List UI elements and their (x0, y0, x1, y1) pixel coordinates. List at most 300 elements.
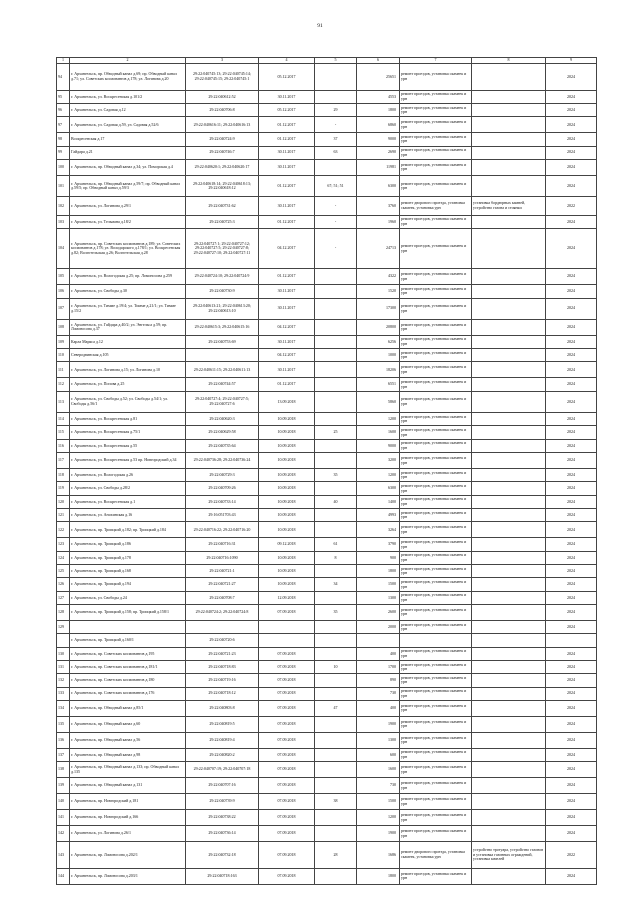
work-type-cell (400, 634, 472, 647)
year-cell: 2024 (546, 319, 597, 335)
work-type-cell: ремонт проездов, установка скамеек и урн (400, 605, 472, 621)
address-cell: г. Архангельск, пр. Советских космонавтов д.176 (70, 687, 186, 700)
date-cell (259, 620, 315, 633)
residents-cell: 25 (315, 426, 357, 439)
year-cell: 2024 (546, 578, 597, 591)
year-cell: 2024 (546, 482, 597, 495)
additional-work-cell (472, 469, 546, 482)
address-cell: г. Архангельск, пр. Обводный канал д.69; пр. Обводный канал д.71; ул. Советских космонавтов д.178; ул. Логинова д.20 (70, 64, 186, 91)
date-cell: 10.09.2018 (259, 551, 315, 564)
additional-work-cell (472, 660, 546, 673)
row-number: 96 (57, 103, 70, 116)
additional-work-cell (472, 716, 546, 732)
work-type-cell: ремонт проездов, установка скамеек и урн (400, 426, 472, 439)
additional-work-cell (472, 634, 546, 647)
page-number: 91 (317, 23, 323, 29)
residents-cell: - (315, 229, 357, 269)
year-cell: 2024 (546, 551, 597, 564)
address-cell: г. Архангельск, ул. Свободы д.24 (70, 591, 186, 604)
additional-work-cell (472, 482, 546, 495)
area-cell: 3264 (357, 522, 400, 538)
residents-cell (315, 732, 357, 748)
work-type-cell: ремонт проездов, установка скамеек и урн (400, 495, 472, 508)
additional-work-cell (472, 229, 546, 269)
work-type-cell: ремонт проездов, установка скамеек и урн (400, 133, 472, 146)
area-cell: 3760 (357, 197, 400, 216)
cadastral-number-cell: 29:22:040725:3 (186, 215, 259, 228)
address-cell: г. Архангельск, ул. Попова д.25 (70, 378, 186, 391)
row-number: 107 (57, 298, 70, 319)
date-cell: 07.09.2018 (259, 778, 315, 794)
year-cell: 2024 (546, 64, 597, 91)
year-cell: 2024 (546, 298, 597, 319)
address-cell: г. Архангельск, пр. Ломоносова д.202/1 (70, 842, 186, 869)
residents-cell (315, 378, 357, 391)
date-cell: 30.11.2017 (259, 362, 315, 378)
area-cell: 18206 (357, 362, 400, 378)
work-type-cell: ремонт проездов, установка скамеек и урн (400, 298, 472, 319)
address-cell: г. Архангельск, пр. Обводный канал д.34; ул. Поморская д.4 (70, 159, 186, 175)
address-cell: г. Архангельск, ул. Садовая д.59, ул. Садовая д.52/6 (70, 117, 186, 133)
work-type-cell: ремонт проездов, установка скамеек и урн (400, 378, 472, 391)
cadastral-number-cell: 29:22:040727:4; 29:22:040727:5; 29:22:040727:6 (186, 391, 259, 412)
work-type-cell: ремонт проездов, установка скамеек и урн (400, 716, 472, 732)
work-type-cell: ремонт проездов, установка скамеек и урн (400, 660, 472, 673)
column-number-4: 4 (259, 58, 315, 64)
work-type-cell: ремонт проездов, установка скамеек и урн (400, 810, 472, 826)
column-number-8: 8 (472, 58, 546, 64)
cadastral-number-cell: 29:22:040724:9 (186, 133, 259, 146)
cadastral-number-cell: 29:22:040746:7 (186, 146, 259, 159)
residents-cell: 35 (315, 605, 357, 621)
cadastral-number-cell: 29:22:040706:8 (186, 103, 259, 116)
table-row (57, 538, 597, 551)
area-cell: 730 (357, 778, 400, 794)
row-number: 110 (57, 349, 70, 362)
area-cell: 1300 (357, 591, 400, 604)
additional-work-cell (472, 90, 546, 103)
table-row (57, 117, 597, 133)
area-cell: 1400 (357, 495, 400, 508)
date-cell: 07.09.2018 (259, 826, 315, 842)
area-cell: 4993 (357, 509, 400, 522)
area-cell: 4322 (357, 269, 400, 285)
row-number: 132 (57, 674, 70, 687)
address-cell: г. Архангельск, пр. Обводный канал д.133; пр. Обводный канал д.135 (70, 762, 186, 778)
table-row (57, 868, 597, 884)
table-row (57, 810, 597, 826)
work-type-cell: ремонт проездов, установка скамеек и урн (400, 748, 472, 761)
row-number: 128 (57, 605, 70, 621)
area-cell: 400 (357, 647, 400, 660)
address-cell: г. Архангельск, ул. Вологодская д.26 (70, 469, 186, 482)
address-cell: г. Архангельск, ул. Тимме д.19/4; ул. Тимме д.21/1; ул. Тимме д.15/2 (70, 298, 186, 319)
address-cell: г. Архангельск, ул. Воскресенская д.81 (70, 413, 186, 426)
year-cell: 2024 (546, 413, 597, 426)
date-cell: 10.09.2018 (259, 509, 315, 522)
year-cell: 2024 (546, 732, 597, 748)
work-type-cell: ремонт проездов, установка скамеек и урн (400, 413, 472, 426)
date-cell: 10.09.2018 (259, 426, 315, 439)
work-type-cell: ремонт проездов, установка скамеек и урн (400, 362, 472, 378)
cadastral-number-cell (186, 349, 259, 362)
address-cell: г. Архангельск, ул. Свободы д.28/2 (70, 482, 186, 495)
date-cell: 10.09.2018 (259, 495, 315, 508)
row-number: 95 (57, 90, 70, 103)
table-row (57, 509, 597, 522)
row-number: 109 (57, 335, 70, 348)
area-cell: 890 (357, 674, 400, 687)
table-row (57, 391, 597, 412)
table-row (57, 133, 597, 146)
additional-work-cell (472, 591, 546, 604)
date-cell: 07.09.2018 (259, 605, 315, 621)
additional-work-cell (472, 413, 546, 426)
year-cell: 2022 (546, 842, 597, 869)
row-number: 138 (57, 762, 70, 778)
table-row (57, 732, 597, 748)
row-number: 121 (57, 509, 70, 522)
residents-cell (315, 64, 357, 91)
additional-work-cell (472, 700, 546, 716)
table-row (57, 229, 597, 269)
area-cell: 6300 (357, 175, 400, 196)
table-row (57, 674, 597, 687)
row-number: 117 (57, 453, 70, 469)
table-row (57, 716, 597, 732)
work-type-cell: ремонт проездов, установка скамеек и урн (400, 64, 472, 91)
area-cell: 2600 (357, 605, 400, 621)
cadastral-number-cell: 29:22:040732:18 (186, 842, 259, 869)
row-number: 99 (57, 146, 70, 159)
year-cell: 2022 (546, 197, 597, 216)
area-cell: 25651 (357, 64, 400, 91)
residents-cell: 35 (315, 469, 357, 482)
residents-cell (315, 349, 357, 362)
column-number-3: 3 (186, 58, 259, 64)
date-cell: 30.11.2017 (259, 298, 315, 319)
cadastral-number-cell: 29:22:040721:27 (186, 578, 259, 591)
column-number-9: 9 (546, 58, 597, 64)
date-cell: 07.09.2018 (259, 794, 315, 810)
table-row (57, 90, 597, 103)
cadastral-number-cell: 29:22:040735:64 (186, 439, 259, 452)
residents-cell (315, 868, 357, 884)
year-cell: 2024 (546, 439, 597, 452)
date-cell: 01.12.2017 (259, 215, 315, 228)
year-cell: 2024 (546, 647, 597, 660)
column-number-2: 2 (70, 58, 186, 64)
work-type-cell: ремонт проездов, установка скамеек и урн (400, 868, 472, 884)
row-number (57, 634, 70, 647)
year-cell: 2024 (546, 146, 597, 159)
row-number: 134 (57, 700, 70, 716)
area-cell: 1500 (357, 794, 400, 810)
additional-work-cell (472, 391, 546, 412)
address-cell: Карла Маркса д.12 (70, 335, 186, 348)
residents-cell: - (315, 117, 357, 133)
column-number-1: 1 (57, 58, 70, 64)
additional-work-cell (472, 826, 546, 842)
date-cell: 10.09.2018 (259, 413, 315, 426)
table-row (57, 826, 597, 842)
row-number: 115 (57, 426, 70, 439)
work-type-cell: ремонт проездов, установка скамеек и урн (400, 349, 472, 362)
cadastral-number-cell: 29:22:040613:21; 29:22:040613:20; 29:22:040613:10 (186, 298, 259, 319)
address-cell: г. Архангельск, пр. Советских космонавтов д.189; ул. Советских космонавтов д.178; ул. Володарского д.178/1; ул. Воскресенская д.82; Волготельская д.26; Волготельская д.28 (70, 229, 186, 269)
address-cell: Северодвинская д.105 (70, 349, 186, 362)
additional-work-cell (472, 335, 546, 348)
additional-work-cell (472, 103, 546, 116)
residents-cell (315, 687, 357, 700)
year-cell: 2024 (546, 868, 597, 884)
table-row (57, 378, 597, 391)
address-cell: г. Архангельск, пр. Троицкий д.186 (70, 538, 186, 551)
address-cell: г. Архангельск, ул. Вологодская д.25; пр. Ломоносова д.259 (70, 269, 186, 285)
column-number-7: 7 (400, 58, 472, 64)
residents-cell (315, 522, 357, 538)
additional-work-cell (472, 868, 546, 884)
row-number: 126 (57, 578, 70, 591)
date-cell: 05.12.2017 (259, 64, 315, 91)
residents-cell: - (315, 215, 357, 228)
table-row (57, 842, 597, 869)
table-row (57, 660, 597, 673)
address-cell: г. Архангельск, ул. Логинова д.29/1 (70, 197, 186, 216)
area-cell: 5860 (357, 391, 400, 412)
table-row (57, 362, 597, 378)
row-number: 124 (57, 551, 70, 564)
additional-work-cell (472, 647, 546, 660)
area-cell: 600 (357, 748, 400, 761)
address-cell: г. Архангельск, пр. Новгородский д.181 (70, 794, 186, 810)
residents-cell: 61 (315, 538, 357, 551)
additional-work-cell (472, 439, 546, 452)
residents-cell: 8 (315, 551, 357, 564)
work-type-cell: ремонт проездов, установка скамеек и урн (400, 453, 472, 469)
date-cell: 10.09.2018 (259, 469, 315, 482)
date-cell: 05.12.2017 (259, 103, 315, 116)
additional-work-cell (472, 298, 546, 319)
work-type-cell: ремонт проездов, установка скамеек и урн (400, 778, 472, 794)
address-cell: г. Архангельск, пр. Обводный канал д.59/7; пр. Обводный канал д.59/5; пр. Обводный канал д.59/3 (70, 175, 186, 196)
date-cell: 30.11.2017 (259, 285, 315, 298)
residents-cell: 38 (315, 794, 357, 810)
residents-cell: 28 (315, 842, 357, 869)
work-type-cell: ремонт дворового проезда, установка скамеек, установка урн (400, 842, 472, 869)
address-cell (70, 620, 186, 633)
year-cell: 2024 (546, 700, 597, 716)
table-row (57, 578, 597, 591)
cadastral-number-cell: 29:22:040724:2; 29:22:040724:8 (186, 605, 259, 621)
cadastral-number-cell: 29:16:051703:43 (186, 509, 259, 522)
year-cell: 2024 (546, 495, 597, 508)
additional-work-cell (472, 620, 546, 633)
area-cell: 6256 (357, 335, 400, 348)
year-cell: 2024 (546, 159, 597, 175)
residents-cell (315, 647, 357, 660)
work-type-cell: ремонт проездов, установка скамеек и урн (400, 538, 472, 551)
cadastral-number-cell (186, 620, 259, 633)
area-cell: 3200 (357, 453, 400, 469)
row-number: 135 (57, 716, 70, 732)
improvement-table (56, 57, 597, 885)
work-type-cell: ремонт проездов, установка скамеек и урн (400, 762, 472, 778)
address-cell: г. Архангельск, ул. Логинова д.26/1 (70, 826, 186, 842)
area-cell: 1600 (357, 762, 400, 778)
year-cell: 2024 (546, 748, 597, 761)
address-cell: г. Архангельск, пр. Троицкий д.182; пр. Троицкий д.184 (70, 522, 186, 538)
date-cell: 07.09.2018 (259, 732, 315, 748)
year-cell: 2024 (546, 349, 597, 362)
row-number: 98 (57, 133, 70, 146)
additional-work-cell (472, 175, 546, 196)
date-cell: 07.09.2018 (259, 687, 315, 700)
residents-cell (315, 269, 357, 285)
year-cell: 2024 (546, 426, 597, 439)
row-number: 130 (57, 647, 70, 660)
work-type-cell: ремонт проездов, установка скамеек и урн (400, 269, 472, 285)
residents-cell (315, 362, 357, 378)
additional-work-cell (472, 565, 546, 578)
row-number: 123 (57, 538, 70, 551)
address-cell: г. Архангельск, ул. Логинова д.15; ул. Логинова д.10 (70, 362, 186, 378)
table-row (57, 269, 597, 285)
table-row (57, 551, 597, 564)
date-cell: 01.12.2017 (259, 117, 315, 133)
date-cell: 30.11.2017 (259, 335, 315, 348)
date-cell: 07.09.2018 (259, 868, 315, 884)
row-number: 106 (57, 285, 70, 298)
area-cell: 11981 (357, 159, 400, 175)
year-cell: 2024 (546, 620, 597, 633)
row-number: 104 (57, 229, 70, 269)
residents-cell: - (315, 197, 357, 216)
additional-work-cell (472, 538, 546, 551)
date-cell: 30.11.2017 (259, 159, 315, 175)
additional-work-cell (472, 159, 546, 175)
area-cell: 1520 (357, 285, 400, 298)
date-cell: 10.09.2018 (259, 565, 315, 578)
residents-cell (315, 285, 357, 298)
work-type-cell: ремонт проездов, установка скамеек и урн (400, 509, 472, 522)
year-cell: 2024 (546, 269, 597, 285)
residents-cell (315, 748, 357, 761)
address-cell: г. Архангельск, ул. Тельмана д.18/2 (70, 215, 186, 228)
address-cell: г. Архангельск, ул. Воскресенская д.55 (70, 439, 186, 452)
cadastral-number-cell: 29:22:040716:31 (186, 538, 259, 551)
table-row (57, 453, 597, 469)
additional-work-cell (472, 64, 546, 91)
date-cell: 09.12.2018 (259, 538, 315, 551)
date-cell: 07.09.2018 (259, 762, 315, 778)
table-row (57, 748, 597, 761)
table-row (57, 103, 597, 116)
additional-work-cell (472, 146, 546, 159)
row-number: 116 (57, 439, 70, 452)
additional-work-cell (472, 133, 546, 146)
address-cell: г. Архангельск, пр. Обводный канал д.60 (70, 716, 186, 732)
year-cell: 2024 (546, 605, 597, 621)
cadastral-number-cell: 29:22:040738:22 (186, 810, 259, 826)
year-cell: 2024 (546, 538, 597, 551)
work-type-cell: ремонт проездов, установка скамеек и урн (400, 229, 472, 269)
residents-cell (315, 620, 357, 633)
table-row (57, 794, 597, 810)
date-cell: 13.09.2018 (259, 391, 315, 412)
residents-cell (315, 439, 357, 452)
additional-work-cell (472, 269, 546, 285)
address-cell: г. Архангельск, ул. Воскресенская д.75/1 (70, 426, 186, 439)
year-cell: 2024 (546, 453, 597, 469)
cadastral-number-cell: 29:22:040719:16 (186, 674, 259, 687)
column-number-6: 6 (357, 58, 400, 64)
cadastral-number-cell: 29:22:040731:62 (186, 197, 259, 216)
cadastral-number-cell: 29:22:040709:26 (186, 482, 259, 495)
year-cell: 2024 (546, 509, 597, 522)
residents-cell (315, 716, 357, 732)
row-number: 101 (57, 175, 70, 196)
cadastral-number-cell: 29:22:040753:69 (186, 335, 259, 348)
table-row (57, 778, 597, 794)
cadastral-number-cell: 29:22:040724:10; 29:22:040724:9 (186, 269, 259, 285)
area-cell: 24713 (357, 229, 400, 269)
additional-work-cell (472, 509, 546, 522)
cadastral-number-cell: 29:22:040820:2 (186, 748, 259, 761)
address-cell: г. Архангельск, ул. Садовая д.12 (70, 103, 186, 116)
date-cell: 10.09.2018 (259, 482, 315, 495)
table-row (57, 469, 597, 482)
table-row (57, 349, 597, 362)
year-cell: 2024 (546, 591, 597, 604)
work-type-cell: ремонт проездов, установка скамеек и урн (400, 647, 472, 660)
row-number: 97 (57, 117, 70, 133)
year-cell: 2024 (546, 229, 597, 269)
date-cell: 10.09.2018 (259, 453, 315, 469)
area-cell: 9000 (357, 133, 400, 146)
residents-cell (315, 90, 357, 103)
residents-cell: 63 (315, 146, 357, 159)
cadastral-number-cell: 29:22:040733:14 (186, 495, 259, 508)
cadastral-number-cell: 29:22:040819:4 (186, 732, 259, 748)
table-row (57, 319, 597, 335)
date-cell: 10.09.2018 (259, 522, 315, 538)
table-row (57, 700, 597, 716)
additional-work-cell (472, 794, 546, 810)
date-cell: 10.09.2018 (259, 578, 315, 591)
cadastral-number-cell: 29:22:040729:3 (186, 469, 259, 482)
address-cell: г. Архангельск, пр. Обводный канал д.85/1 (70, 700, 186, 716)
date-cell: 07.09.2018 (259, 660, 315, 673)
row-number: 112 (57, 378, 70, 391)
additional-work-cell (472, 810, 546, 826)
table-row (57, 175, 597, 196)
residents-cell (315, 810, 357, 826)
work-type-cell: ремонт проездов, установка скамеек и урн (400, 551, 472, 564)
area-cell: 2000 (357, 620, 400, 633)
row-number: 133 (57, 687, 70, 700)
work-type-cell: ремонт проездов, установка скамеек и урн (400, 591, 472, 604)
additional-work-cell (472, 378, 546, 391)
row-number: 129 (57, 620, 70, 633)
address-cell: Воскресенская д.17 (70, 133, 186, 146)
year-cell: 2024 (546, 810, 597, 826)
area-cell: 1500 (357, 578, 400, 591)
cadastral-number-cell: 29:22:040616:11; 29:22:040616:13 (186, 117, 259, 133)
area-cell: 4553 (357, 90, 400, 103)
additional-work-cell (472, 453, 546, 469)
table-row (57, 687, 597, 700)
